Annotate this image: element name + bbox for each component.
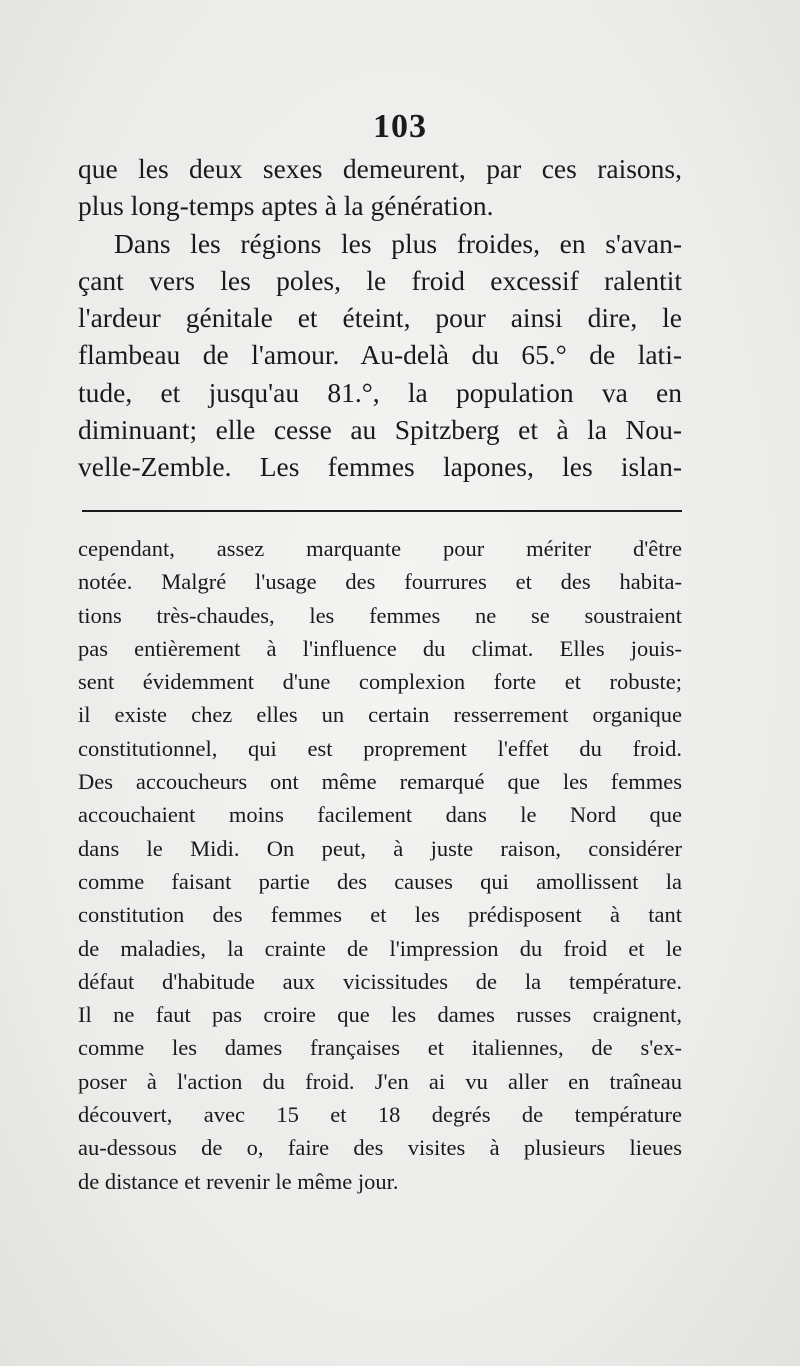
footnote-line: de distance et revenir le même jour. — [78, 1168, 399, 1194]
footnote-line: sent évidemment d'une complexion forte et robuste; — [78, 669, 682, 695]
text-line: plus long-temps aptes à la génération. — [78, 190, 494, 222]
text-line: l'ardeur génitale et éteint, pour ainsi dire, le — [78, 302, 682, 334]
footnote-line: découvert, avec 15 et 18 degrés de température — [78, 1102, 682, 1128]
page-number: 103 — [373, 108, 427, 145]
footnote-line: constitution des femmes et les prédisposent à tant — [78, 902, 682, 928]
footnote-line: défaut d'habitude aux vicissitudes de la température. — [78, 968, 682, 994]
text-line: flambeau de l'amour. Au-delà du 65.° de lati- — [78, 339, 682, 371]
footnote-line: Des accoucheurs ont même remarqué que les femmes — [78, 769, 682, 795]
footnote-line: de maladies, la crainte de l'impression du froid et le — [78, 935, 682, 961]
footnote-line: cependant, assez marquante pour mériter d'être — [78, 536, 682, 561]
footnote-line: comme faisant partie des causes qui amollissent la — [78, 868, 682, 894]
text-line: çant vers les poles, le froid excessif ralentit — [78, 264, 682, 296]
footnote-line: comme les dames françaises et italiennes, de s'ex- — [78, 1035, 682, 1061]
footnote-line: poser à l'action du froid. J'en ai vu aller en traîneau — [78, 1068, 682, 1094]
footnote-line: au-dessous de o, faire des visites à plusieurs lieues — [78, 1135, 682, 1161]
footnote-divider — [82, 510, 682, 512]
footnote-line: constitutionnel, qui est proprement l'effet du froid. — [78, 735, 682, 761]
footnote-line: il existe chez elles un certain resserrement organique — [78, 702, 682, 728]
footnote-line: notée. Malgré l'usage des fourrures et des habita- — [78, 569, 682, 595]
text-line: diminuant; elle cesse au Spitzberg et à la Nou- — [78, 414, 682, 446]
footnote-line: dans le Midi. On peut, à juste raison, considérer — [78, 835, 682, 861]
footnote-text — [78, 532, 682, 1198]
footnote-line: Il ne faut pas croire que les dames russes craignent, — [78, 1002, 682, 1028]
text-line: velle-Zemble. Les femmes lapones, les islan- — [78, 451, 682, 483]
footnote-line: accouchaient moins facilement dans le Nord que — [78, 802, 682, 828]
footnote-line: pas entièrement à l'influence du climat. Elles jouis- — [78, 635, 682, 661]
main-text — [78, 150, 682, 486]
footnote-line: tions très-chaudes, les femmes ne se soustraient — [78, 602, 682, 628]
text-line: que les deux sexes demeurent, par ces raisons, — [78, 153, 682, 184]
text-line: tude, et jusqu'au 81.°, la population va en — [78, 376, 682, 408]
text-line: Dans les régions les plus froides, en s'avan- — [114, 227, 682, 259]
